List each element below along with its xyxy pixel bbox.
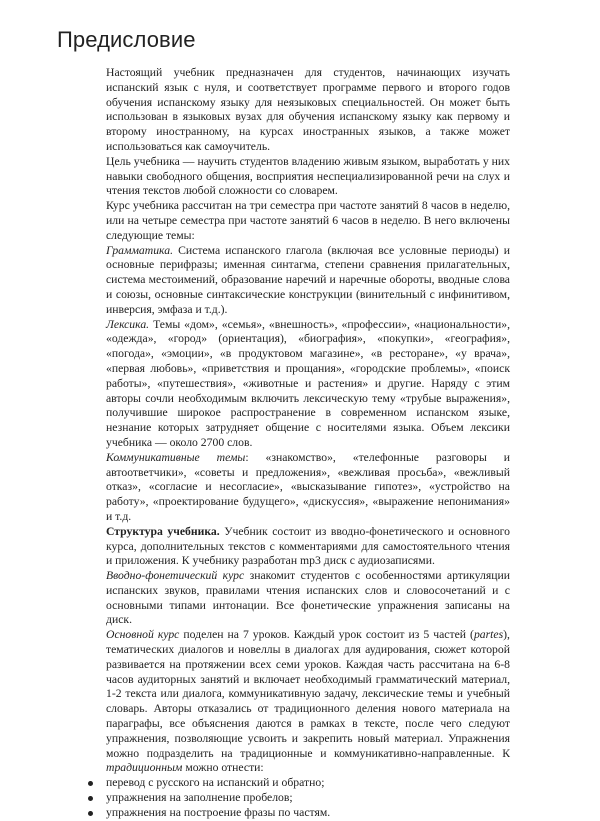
main-course-text-c: можно отнести: <box>182 761 264 775</box>
lexicon-label: Лексика. <box>106 317 150 331</box>
list-item <box>106 806 510 821</box>
list-item <box>106 791 510 806</box>
phonetic-paragraph <box>106 569 510 628</box>
phonetic-label: Вводно-фонетический курс <box>106 569 245 583</box>
bullet-icon <box>88 796 93 801</box>
bullet-icon <box>88 781 93 786</box>
grammar-text: Система испанского глагола (включая все условные периоды) и основные перифразы; именная синтагма, степени сравнения прилагательных, система местоимений, образование наречий и наречные обороты, вводные слова и союзы, основные синтаксические конструкции (винительный с инфинитивом, инверсия, эмфаза и т.д.). <box>106 243 510 316</box>
communicative-label: Коммуникативные темы <box>106 450 246 464</box>
intro-paragraph: Настоящий учебник предназначен для студентов, начинающих изучать испанский язык с нуля, и соответствует программе первого и второго годов обучения испанскому языку для неязыковых специальностей. Он может быть использован в языковых вузах для обучения испанскому языку как первому и второму иностранному, на курсах иностранных языков, а также может использоваться как самоучитель. <box>106 66 510 153</box>
lexicon-paragraph <box>106 318 510 451</box>
main-course-label: Основной курс <box>106 628 180 642</box>
structure-text: Учебник состоит из вводно-фонетического и основного курса, дополнительных текстов с комментариями для самостоятельного чтения и приложения. К учебнику разработан mp3 диск с аудиозаписями. <box>106 524 511 568</box>
main-course-paragraph <box>106 628 510 776</box>
course-paragraph: Курс учебника рассчитан на три семестра при частоте занятий 8 часов в неделю, или на четыре семестра при частоте занятий 6 часов в неделю. В него включены следующие темы: <box>106 199 510 242</box>
bullet-icon <box>88 811 93 816</box>
structure-label: Структура учебника. <box>106 524 220 538</box>
list-item-text: перевод с русского на испанский и обратно; <box>106 776 325 790</box>
goal-paragraph: Цель учебника — научить студентов владению живым языком, выработать у них навыки свободного общения, восприятия неспециализированной речи на слух и чтения текстов любой сложности со словарем. <box>106 154 510 198</box>
main-course-text-a: поделен на 7 уроков. Каждый урок состоит из 5 частей ( <box>179 628 474 642</box>
grammar-paragraph <box>106 244 510 318</box>
lexicon-text: Темы «дом», «семья», «внешность», «профессии», «национальности», «одежда», «город» (ориентация), «биография», «покупки», «география», «погода», «эмоции», «в продуктовом магазине», «в ресторане», «у врача», «первая любовь», «приветствия и прощания», «городские проблемы», «поиск работы», «путешествия», «животные и растения» и другие. Наряду с этим авторы сочли необходимым включить лексическую тему «трубые выражения», получившие широкое распространение в современном испанском языке, незнание которых затрудняет общение с носителями языка. Объем лексики учебника — около 2700 слов. <box>106 317 510 449</box>
grammar-label: Грамматика. <box>106 243 173 257</box>
traditional-word: традиционным <box>106 761 183 775</box>
list-item-text: упражнения на построение фразы по частям. <box>106 805 331 819</box>
body-text <box>106 66 510 821</box>
exercise-list <box>106 776 510 820</box>
page-title: Предисловие <box>57 27 196 52</box>
list-item-text: упражнения на заполнение пробелов; <box>106 791 293 805</box>
communicative-paragraph <box>106 451 510 525</box>
structure-paragraph <box>106 525 510 569</box>
main-course-text-b: ), тематических диалогов и новеллы в диалогах для аудирования, сюжет которой развивается на протяжении всех семи уроков. Каждая часть рассчитана на 6-8 часов аудиторных занятий и включает необходимый грамматический материал, 1-2 текста или диалога, коммуникативную задачу, лексические темы и учебный словарь. Авторы отказались от традиционного деления нового материала на параграфы, все объяснения даются в рамках в тексте, после чего следуют упражнения, позволяющие усвоить и закрепить новый материал. Упражнения можно подразделить на традиционные и коммуникативно-направленные. К <box>106 628 510 760</box>
partes-word: partes <box>473 628 504 642</box>
communicative-text: : «знакомство», «телефонные разговоры и автоответчики», «советы и предложения», «вежливая просьба», «вежливый отказ», «согласие и несогласие», «высказывание гипотез», «устройство на работу», «проектирование будущего», «дискуссия», «выражение непонимания» и т.д. <box>106 450 510 523</box>
phonetic-text: знакомит студентов с особенностями артикуляции испанских звуков, правилами чтения испанских слов и словосочетаний и с основными типами интонации. Все фонетические упражнения записаны на диск. <box>106 569 510 627</box>
list-item <box>106 776 510 791</box>
